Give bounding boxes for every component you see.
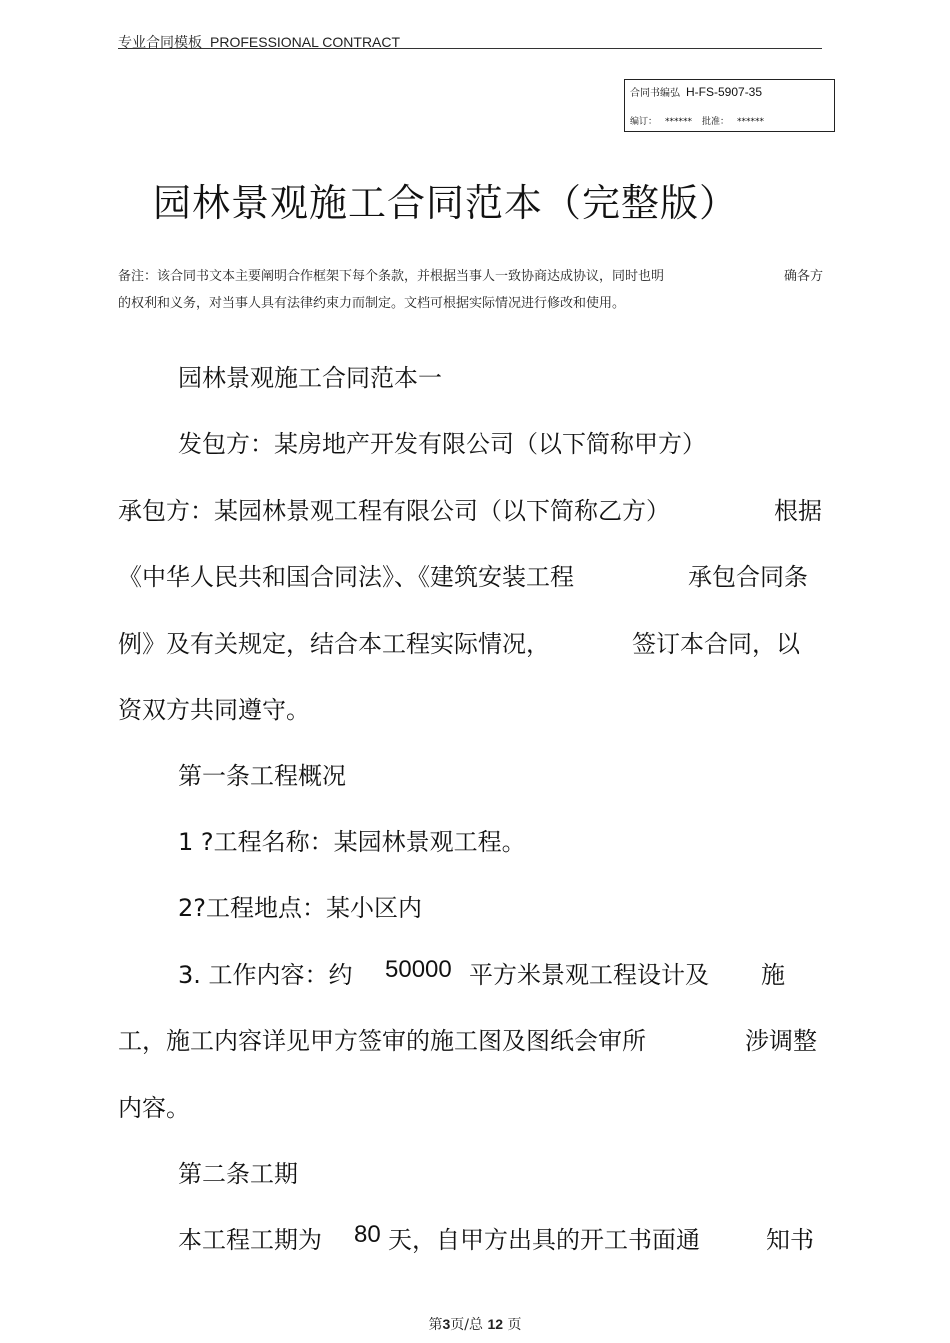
section-heading: 园林景观施工合同范本一 — [178, 364, 442, 392]
rules-text-tail: 签订本合同，以 — [632, 630, 800, 658]
work-area-number: 50000 — [385, 956, 452, 983]
item-project-name: 1 ?工程名称：某园林景观工程。 — [178, 828, 526, 856]
page-number-mid: 页/总 — [450, 1317, 484, 1333]
note-line-1b: 确各方 — [784, 269, 824, 284]
period-days — [354, 1220, 381, 1249]
period-text-c: 知书 — [766, 1226, 814, 1254]
page-number-total: 12 — [487, 1316, 504, 1332]
party-b: 承包方：某园林景观工程有限公司（以下简称乙方） — [118, 497, 670, 525]
item-work-content — [178, 955, 353, 990]
edit-value: ****** — [665, 117, 693, 127]
party-b-tail: 根据 — [774, 497, 822, 525]
page-number-post: 页 — [507, 1317, 522, 1333]
item-work-content-c: 施 — [761, 961, 785, 989]
page-header — [118, 32, 400, 52]
party-a: 发包方：某房地产开发有限公司（以下简称甲方） — [178, 430, 706, 458]
item-work-content-line3: 内容。 — [118, 1094, 190, 1122]
contract-code-row — [630, 84, 762, 99]
item-project-location: 2?工程地点：某小区内 — [178, 894, 423, 922]
edit-label: 编订： — [630, 117, 658, 127]
header-divider — [118, 48, 822, 49]
article-1-heading: 第一条工程概况 — [178, 762, 346, 790]
period-days-number: 80 — [354, 1221, 381, 1248]
item-work-area — [385, 955, 452, 984]
law-text: 《中华人民共和国合同法》、《建筑安装工程 — [118, 563, 574, 591]
edit-approve-row — [630, 114, 764, 127]
item-work-content-b: 平方米景观工程设计及 — [469, 961, 709, 989]
item-work-content-line2: 工，施工内容详见甲方签审的施工图及图纸会审所 — [118, 1027, 646, 1055]
page-number — [0, 1314, 950, 1334]
header-cn: 专业合同模板 — [118, 35, 202, 51]
period-text: 本工程工期为 — [178, 1226, 322, 1254]
law-text-tail: 承包合同条 — [688, 563, 808, 591]
rules-end: 资双方共同遵守。 — [118, 696, 310, 724]
page-number-current: 3 — [442, 1316, 451, 1332]
approve-value: ****** — [737, 117, 765, 127]
period-text-b: 天，自甲方出具的开工书面通 — [388, 1226, 700, 1254]
approve-label: 批准： — [702, 117, 730, 127]
item-work-content-a: 3. 工作内容：约 — [178, 961, 353, 989]
item-work-content-line2-tail: 涉调整 — [745, 1027, 817, 1055]
note-line-1a: 备注：该合同书文本主要阐明合作框架下每个条款，并根据当事人一致协商达成协议，同时也明 — [118, 269, 665, 284]
note-line-2: 的权利和义务，对当事人具有法律约束力而制定。文档可根据实际情况进行修改和使用。 — [118, 296, 626, 311]
contract-code-label: 合同书编弘 — [630, 88, 680, 99]
article-2-heading: 第二条工期 — [178, 1160, 298, 1188]
document-title: 园林景观施工合同范本（完整版） — [153, 181, 739, 225]
contract-code-value: H-FS-5907-35 — [686, 85, 763, 99]
rules-text: 例》及有关规定，结合本工程实际情况， — [118, 630, 550, 658]
page-number-pre: 第 — [428, 1317, 443, 1333]
header-en: PROFESSIONAL CONTRACT — [210, 34, 401, 50]
